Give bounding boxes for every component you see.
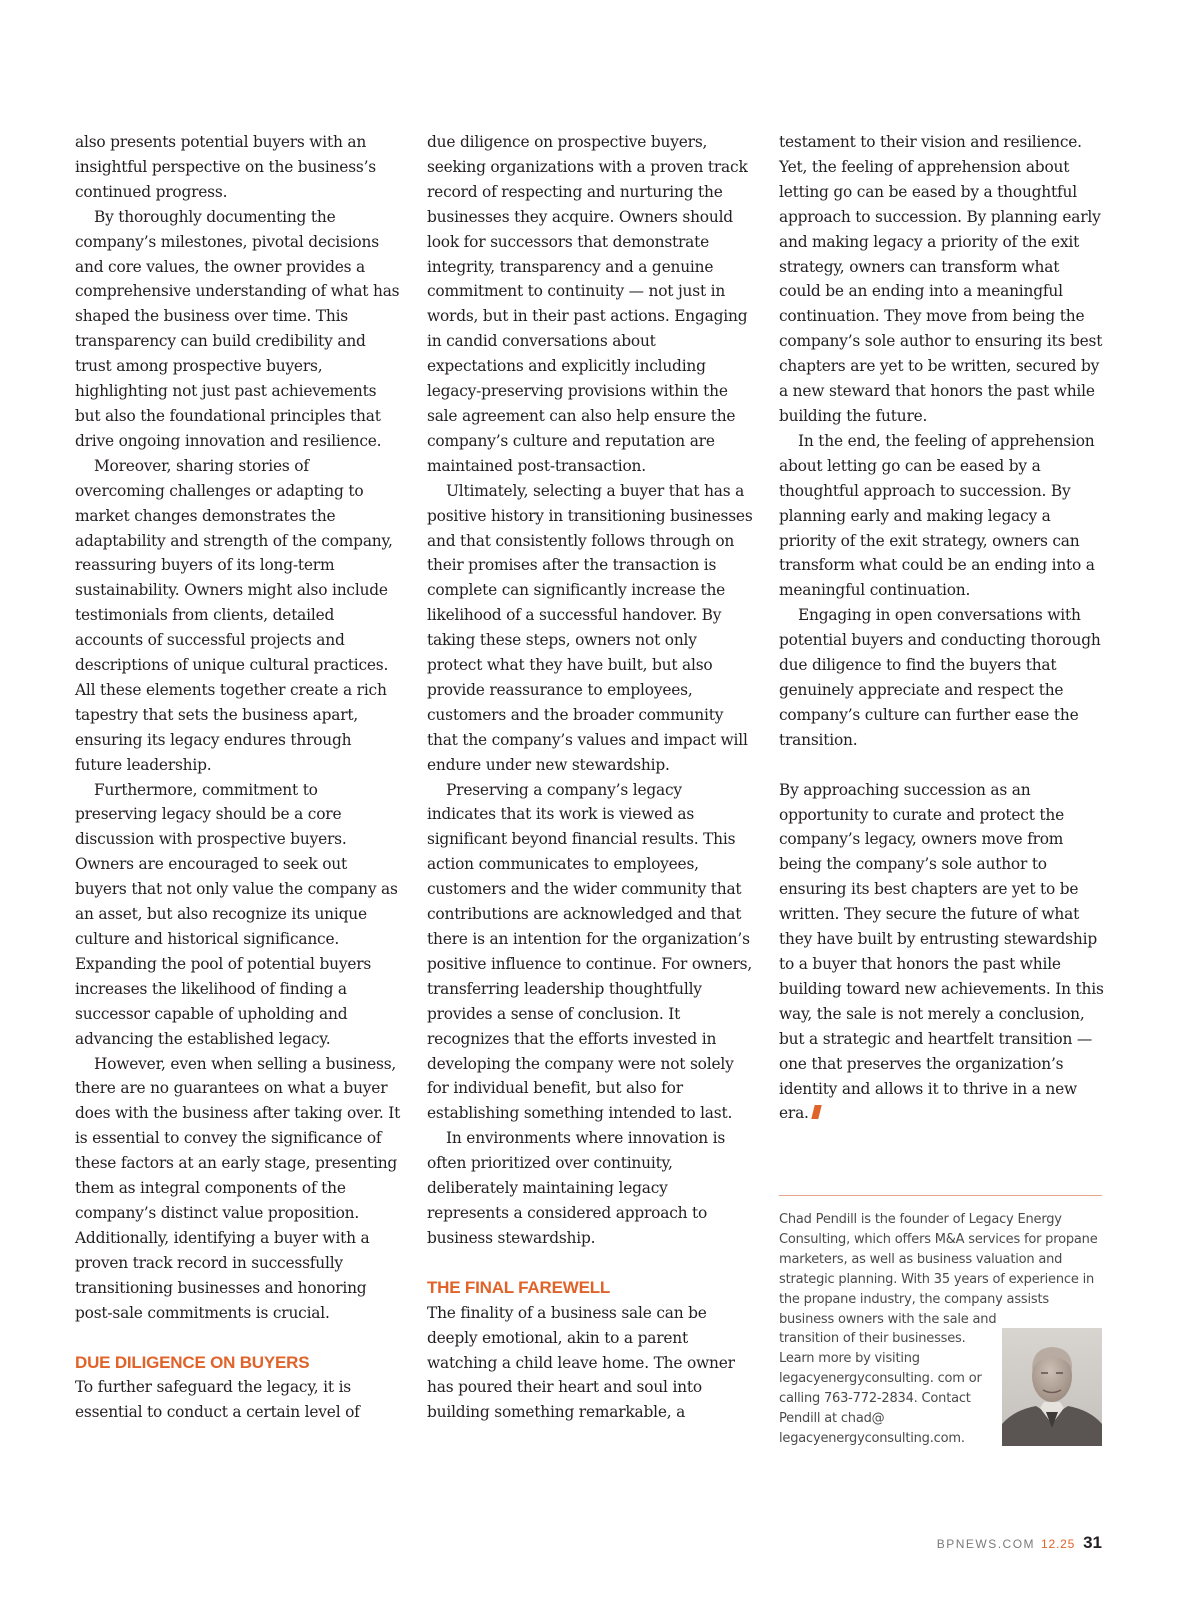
author-bio-text: Chad Pendill is the founder of Legacy Energy Consulting, which offers M&A services for propane marketers, as well as business valuation and strategic planning. With 35 years of experience in the propane industry, the company assists business owners with the sale and transition of their businesses. Learn more by visiting legacyenergyconsulting. com or calling 763-772-2834. Contact Pendill at chad@ legacyenergyconsulting.com. (779, 1212, 1098, 1446)
body-paragraph: In the end, the feeling of apprehension about letting go can be eased by a thoughtful approach to succession. By planning early and making legacy a priority of the exit strategy, owners can transform what could be an ending into a meaningful continuation. (779, 431, 1095, 600)
body-paragraph: However, even when selling a business, there are no guarantees on what a buyer does with the business after taking over. It is essential to convey the significance of these factors at an early stage, presenting them as integral components of the company’s distinct value proposition. Additionally, identifying a buyer with a proven track record in successfully transitioning businesses and honoring post-sale commitments is crucial. (75, 1054, 401, 1322)
body-paragraph: due diligence on prospective buyers, seeking organizations with a proven track record of respecting and nurturing the businesses they acquire. Owners should look for successors that demonstrate integrity, transparency and a genuine commitment to continuity — not just in words, but in their past actions. Engaging in candid conversations about expectations and explicitly including legacy-preserving provisions within the sale agreement can also help ensure the company’s culture and reputation are maintained post-transaction. (427, 133, 748, 475)
author-portrait-icon (1002, 1328, 1102, 1446)
body-paragraph: also presents potential buyers with an insightful perspective on the business’s continued progress. (75, 133, 376, 201)
body-paragraph: The finality of a business sale can be deeply emotional, akin to a parent watching a child leave home. The owner has poured their heart and soul into building something remarkable, a (427, 1303, 735, 1422)
footer-issue: 12.25 (1041, 1537, 1076, 1551)
body-paragraph: Furthermore, commitment to preserving legacy should be a core discussion with prospective buyers. Owners are encouraged to seek out buyers that not only value the company as an asset, but also recognize its unique culture and historical significance. Expanding the pool of potential buyers increases the likelihood of finding a successor capable of upholding and advancing the established legacy. (75, 780, 398, 1048)
closing-paragraph (779, 778, 1105, 1127)
page-footer (937, 1533, 1102, 1553)
body-paragraph: To further safeguard the legacy, it is essential to conduct a certain level of (75, 1378, 360, 1422)
body-paragraph: Moreover, sharing stories of overcoming challenges or adapting to market changes demonstrates the adaptability and strength of the company, reassuring buyers of its long-term sustainability. Owners might also include testimonials from clients, detailed accounts of successful projects and descriptions of unique cultural practices. All these elements together create a rich tapestry that sets the business apart, ensuring its legacy endures through future leadership. (75, 456, 393, 774)
body-paragraph: Preserving a company’s legacy indicates that its work is viewed as significant beyond financial results. This action communicates to employees, customers and the wider community that contributions are acknowledged and that there is an intention for the organization’s positive influence to continue. For owners, transferring leadership thoughtfully provides a sense of conclusion. It recognizes that the efforts invested in developing the company were not solely for individual benefit, but also for establishing something intended to last. (427, 780, 753, 1123)
closing-paragraph-text: By approaching succession as an opportunity to curate and protect the company’s legacy, owners move from being the company’s sole author to ensuring its best chapters are yet to be written. They secure the future of what they have built by entrusting stewardship to a buyer that honors the past while building toward new achievements. In this way, the sale is not merely a conclusion, but a strategic and heartfelt transition — one that preserves the organization’s identity and allows it to thrive in a new era. (779, 780, 1104, 1123)
author-photo (1002, 1328, 1102, 1446)
end-of-article-icon (811, 1105, 821, 1119)
author-bio (779, 1210, 1102, 1449)
body-paragraph: testament to their vision and resilience. Yet, the feeling of apprehension about letting go can be eased by a thoughtful approach to succession. By planning early and making legacy a priority of the exit strategy, owners can transform what could be an ending into a meaningful continuation. They move from being the company’s sole author to ensuring its best chapters are yet to be written, secured by a new steward that honors the past while building the future. (779, 133, 1103, 425)
section-heading-due-diligence: DUE DILIGENCE ON BUYERS (75, 1352, 310, 1372)
section-heading-final-farewell: THE FINAL FAREWELL (427, 1277, 611, 1297)
body-paragraph: Ultimately, selecting a buyer that has a positive history in transitioning businesses and that consistently follows through on their promises after the transaction is complete can significantly increase the likelihood of a successful handover. By taking these steps, owners not only protect what they have built, but also provide reassurance to employees, customers and the broader community that the company’s values and impact will endure under new stewardship. (427, 481, 753, 774)
body-paragraph: In environments where innovation is often prioritized over continuity, deliberately maintaining legacy represents a considered approach to business stewardship. (427, 1129, 726, 1247)
body-paragraph: By thoroughly documenting the company’s milestones, pivotal decisions and core values, the owner provides a comprehensive understanding of what has shaped the business over time. This transparency can build credibility and trust among prospective buyers, highlighting not just past achievements but also the foundational principles that drive ongoing innovation and resilience. (75, 207, 400, 450)
bio-divider (779, 1195, 1102, 1196)
article-column-2 (427, 130, 753, 1425)
article-column-1 (75, 130, 401, 1425)
body-paragraph: Engaging in open conversations with potential buyers and conducting thorough due diligence to find the buyers that genuinely appreciate and respect the company’s culture can further ease the transition. (779, 606, 1101, 749)
page-number: 31 (1083, 1533, 1102, 1552)
footer-site: BPNEWS.COM (936, 1537, 1036, 1551)
article-column-3 (779, 130, 1105, 1126)
